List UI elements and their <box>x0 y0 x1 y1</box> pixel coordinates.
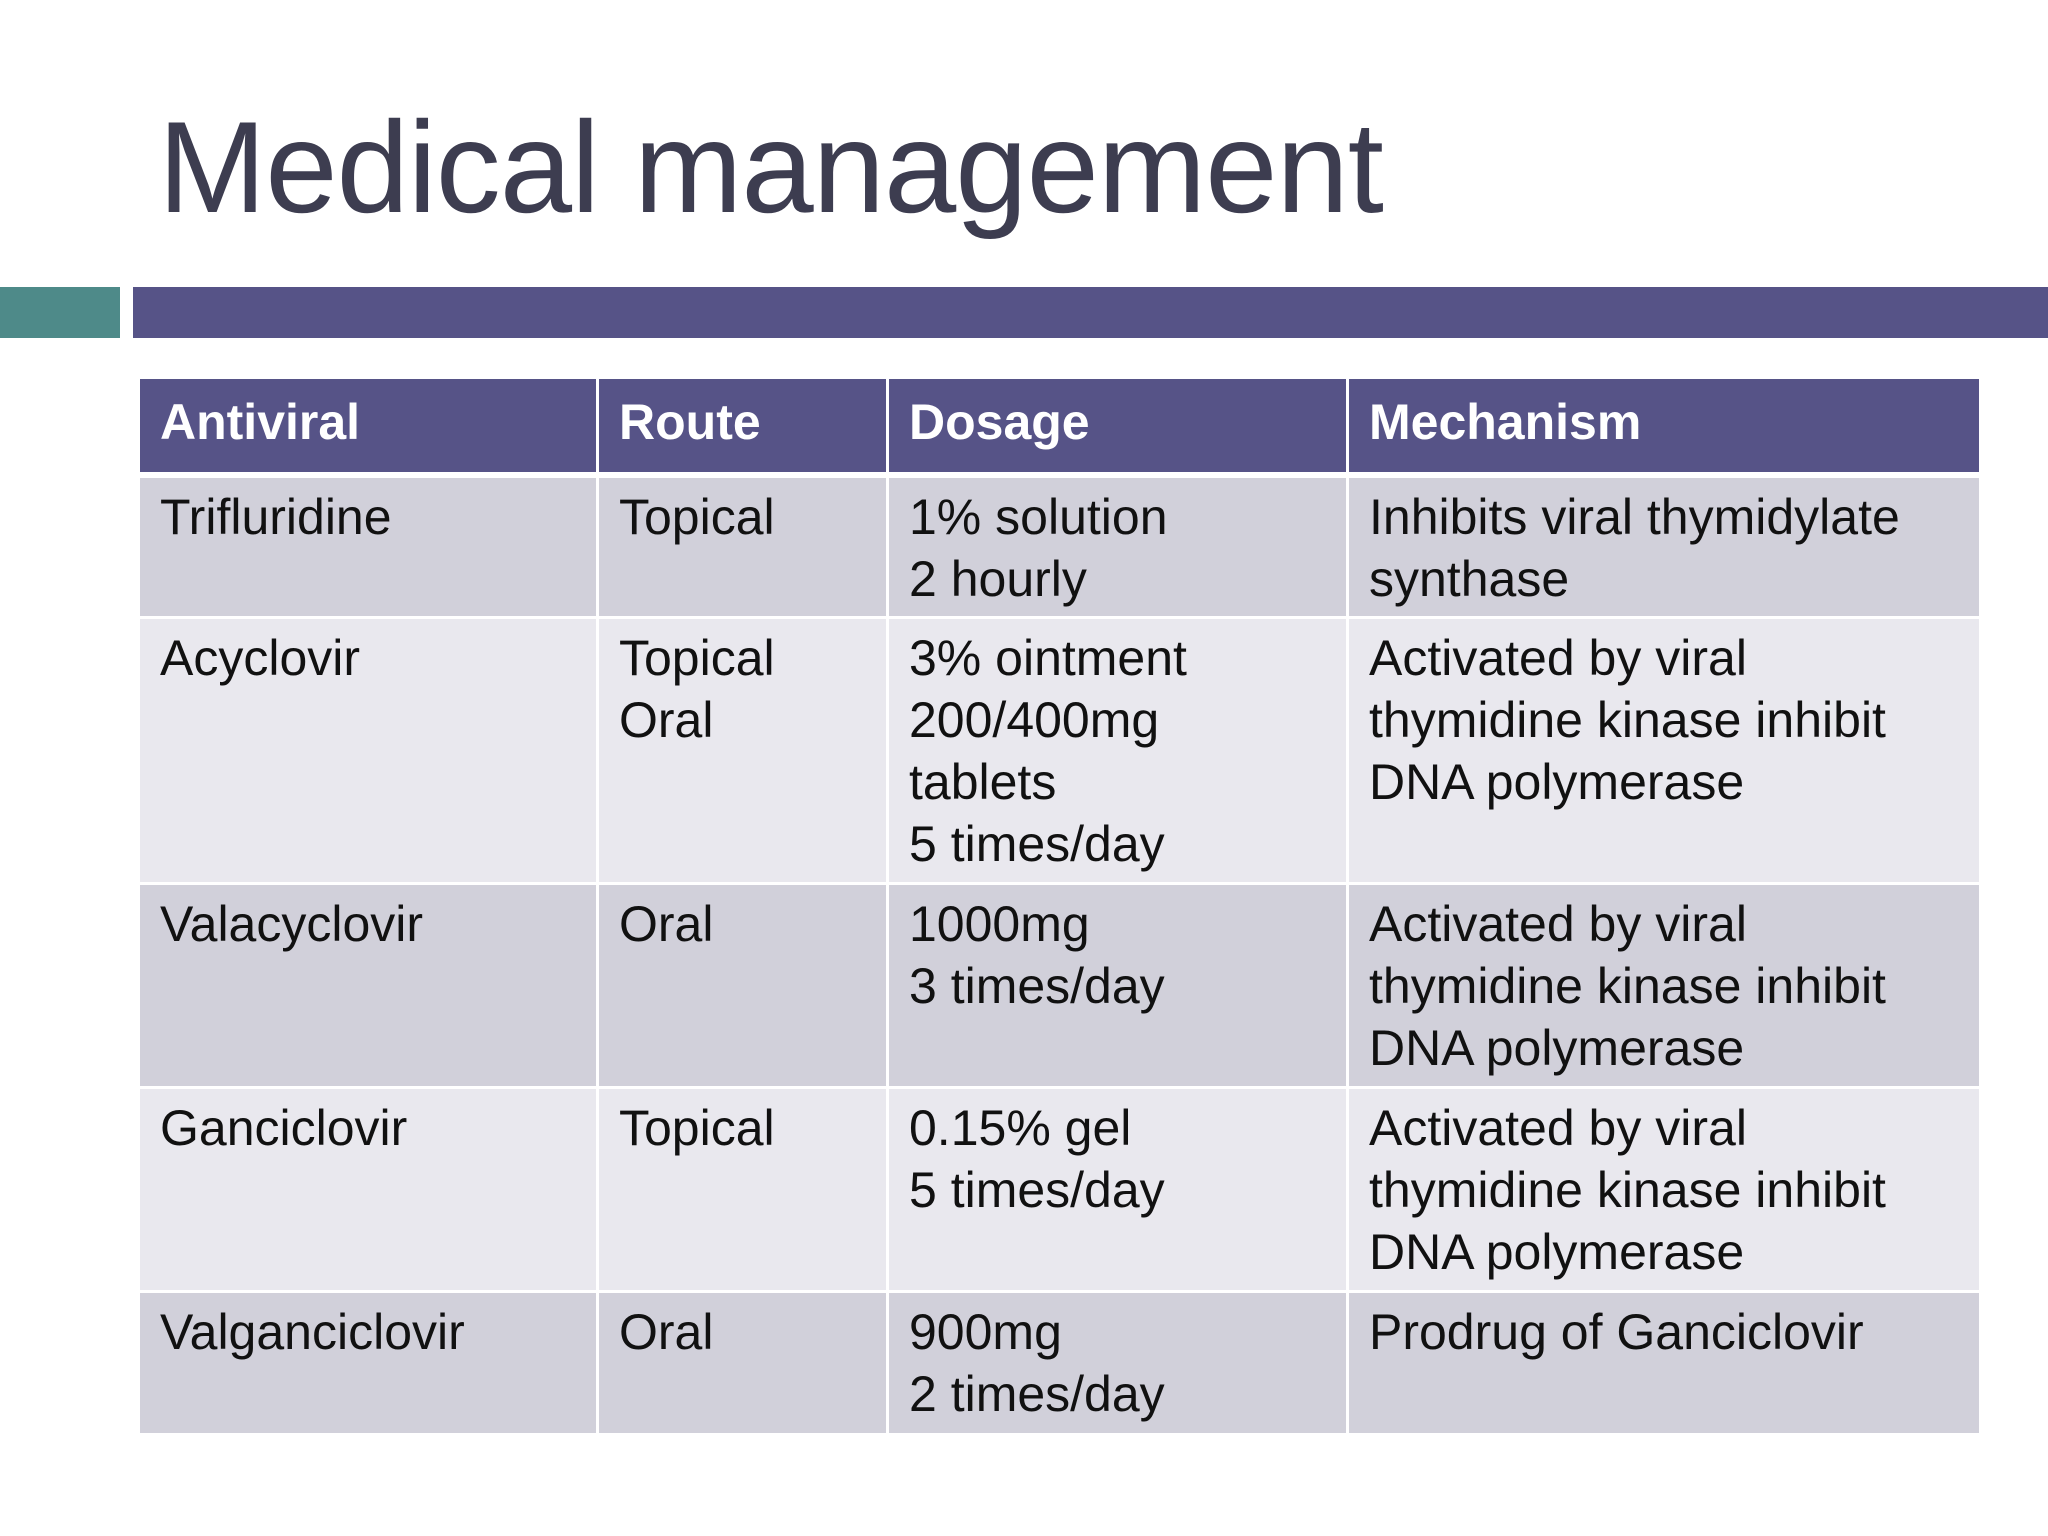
antiviral-table <box>137 376 1982 1436</box>
cell-antiviral <box>139 884 598 1088</box>
cell-text: thymidine kinase inhibit <box>1369 692 1886 748</box>
cell-text: 1% solution <box>909 488 1168 545</box>
cell-antiviral <box>139 475 598 618</box>
table-row <box>139 1292 1981 1435</box>
cell-text: DNA polymerase <box>1369 1224 1745 1280</box>
cell-route <box>598 1292 888 1435</box>
cell-text: 3 times/day <box>909 958 1165 1014</box>
cell-mechanism <box>1348 1292 1981 1435</box>
cell-antiviral <box>139 1292 598 1435</box>
cell-text: tablets <box>909 754 1057 810</box>
cell-text: DNA polymerase <box>1369 1020 1745 1076</box>
cell-text: Valacyclovir <box>160 896 424 952</box>
cell-mechanism <box>1348 618 1981 884</box>
cell-route <box>598 884 888 1088</box>
cell-antiviral <box>139 618 598 884</box>
cell-text: Ganciclovir <box>160 1100 408 1156</box>
cell-mechanism <box>1348 475 1981 618</box>
cell-text: Acyclovir <box>160 630 361 686</box>
cell-antiviral <box>139 1088 598 1292</box>
cell-text: Oral <box>619 1304 714 1360</box>
cell-dosage <box>888 1088 1348 1292</box>
cell-text: 5 times/day <box>909 816 1165 872</box>
cell-text: Prodrug of Ganciclovir <box>1369 1304 1864 1360</box>
cell-text: 900mg <box>909 1304 1062 1360</box>
cell-text: 1000mg <box>909 896 1090 952</box>
header-dosage: Dosage <box>888 378 1348 475</box>
header-antiviral: Antiviral <box>139 378 598 475</box>
cell-text: Topical <box>619 1100 775 1156</box>
table-row <box>139 1088 1981 1292</box>
cell-dosage <box>888 1292 1348 1435</box>
cell-text: Trifluridine <box>160 488 392 545</box>
cell-text: 0.15% gel <box>909 1100 1132 1156</box>
cell-text: 3% ointment <box>909 630 1187 686</box>
cell-text: synthase <box>1369 550 1570 607</box>
table-header-row <box>139 378 1981 475</box>
cell-text: 200/400mg <box>909 692 1160 748</box>
cell-text: 2 times/day <box>909 1366 1165 1422</box>
cell-text: thymidine kinase inhibit <box>1369 1162 1886 1218</box>
cell-mechanism <box>1348 1088 1981 1292</box>
header-route: Route <box>598 378 888 475</box>
cell-route <box>598 618 888 884</box>
cell-route <box>598 475 888 618</box>
cell-route <box>598 1088 888 1292</box>
header-mechanism: Mechanism <box>1348 378 1981 475</box>
cell-dosage <box>888 475 1348 618</box>
slide-title: Medical management <box>158 94 1383 240</box>
accent-title-bar <box>133 287 2048 338</box>
cell-dosage <box>888 884 1348 1088</box>
cell-text: Oral <box>619 692 714 748</box>
cell-text: Oral <box>619 896 714 952</box>
cell-text: Topical <box>619 630 775 686</box>
cell-mechanism <box>1348 884 1981 1088</box>
cell-text: Inhibits viral thymidylate <box>1369 488 1900 545</box>
cell-text: Activated by viral <box>1369 630 1747 686</box>
cell-text: Activated by viral <box>1369 1100 1747 1156</box>
cell-text: 2 hourly <box>909 550 1087 607</box>
cell-text: DNA polymerase <box>1369 754 1745 810</box>
table-row <box>139 618 1981 884</box>
cell-text: Activated by viral <box>1369 896 1747 952</box>
cell-text: 5 times/day <box>909 1162 1165 1218</box>
cell-dosage <box>888 618 1348 884</box>
table-row <box>139 884 1981 1088</box>
cell-text: Topical <box>619 488 775 545</box>
table-row <box>139 475 1981 618</box>
accent-teal-block <box>0 287 120 338</box>
cell-text: thymidine kinase inhibit <box>1369 958 1886 1014</box>
cell-text: Valganciclovir <box>160 1304 465 1360</box>
